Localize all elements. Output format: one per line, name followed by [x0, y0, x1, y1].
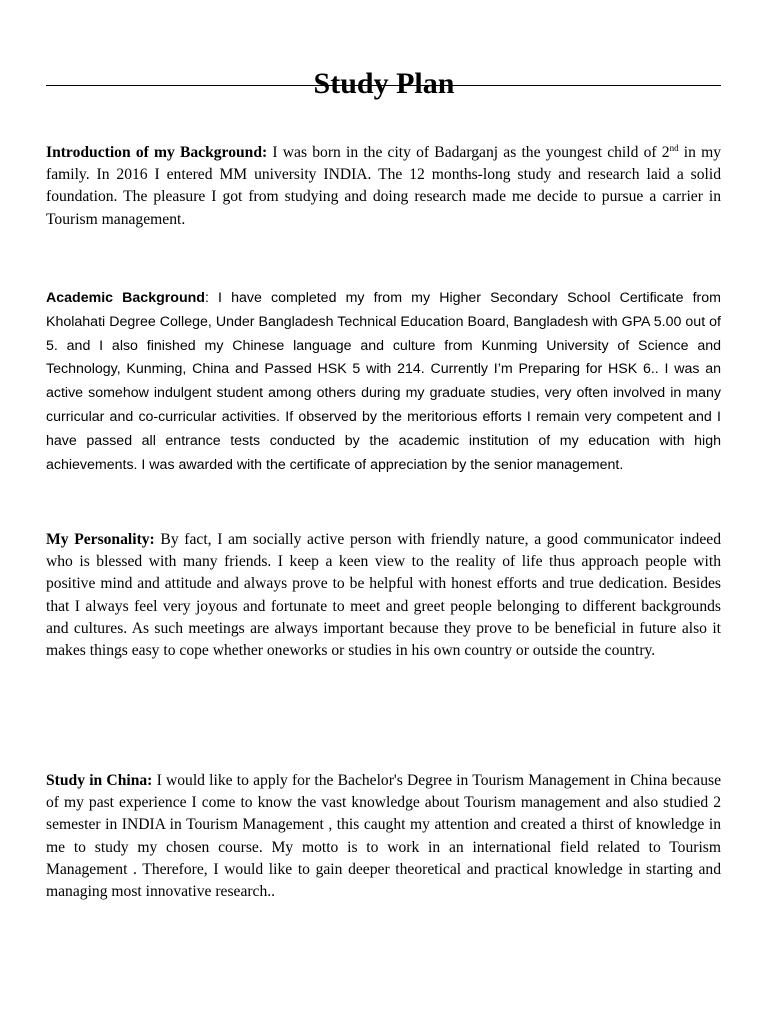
superscript-ordinal: nd [669, 142, 679, 153]
section-body-personality: By fact, I am socially active person with friendly nature, a good communicator indeed who is blessed with many friends. I keep a keen view to the reality of life thus approach people with positive mind and attitude and always prove to be helpful with honest efforts and true dedication. Besides that I always feel very joyous and fortunate to meet and greet people belonging to different backgrounds and cultures. As such meetings are always important because they prove to be beneficial in future also it makes things easy to cope whether oneworks or studies in his own country or outside the country. [46, 531, 721, 660]
section-heading-academic: Academic Background [46, 290, 205, 306]
title-underline [46, 85, 721, 86]
section-heading-introduction: Introduction of my Background: [46, 144, 268, 161]
section-body-introduction-part1: I was born in the city of Badarganj as the youngest child of 2 [267, 144, 670, 161]
section-academic-background [46, 287, 721, 477]
page-title: Study Plan [313, 67, 455, 101]
section-body-study-in-china: I would like to apply for the Bachelor's Degree in Tourism Management in China because of my past experience I come to know the vast knowledge about Tourism management and also studied 2 semester in INDIA in Tourism Management , this caught my attention and created a thirst of knowledge in me to study my chosen course. My motto is to work in an international field related to Tourism Management . Therefore, I would like to gain deeper theoretical and practical knowledge in starting and managing most innovative research.. [46, 772, 721, 901]
section-introduction [46, 142, 721, 231]
section-heading-study-in-china: Study in China: [46, 772, 153, 789]
section-personality [46, 529, 721, 662]
section-heading-personality: My Personality: [46, 531, 155, 548]
section-body-academic: : I have completed my from my Higher Secondary School Certificate from Kholahati Degree College, Under Bangladesh Technical Education Board, Bangladesh with GPA 5.00 out of 5. and I also finished my Chinese language and culture from Kunming University of Science and Technology, Kunming, China and Passed HSK 5 with 214. Currently I’m Preparing for HSK 6.. I was an active somehow indulgent student among others during my graduate studies, very often involved in many curricular and co-curricular activities. If observed by the meritorious efforts I remain very competent and I have passed all entrance tests conducted by the academic institution of my education with high achievements. I was awarded with the certificate of appreciation by the senior management. [46, 290, 721, 473]
section-body-introduction-part2: in my family. In 2016 I entered MM university INDIA. The 12 months-long study and research laid a solid foundation. The pleasure I got from studying and doing research made me decide to pursue a carrier in Tourism management. [46, 144, 721, 228]
section-study-in-china [46, 770, 721, 903]
